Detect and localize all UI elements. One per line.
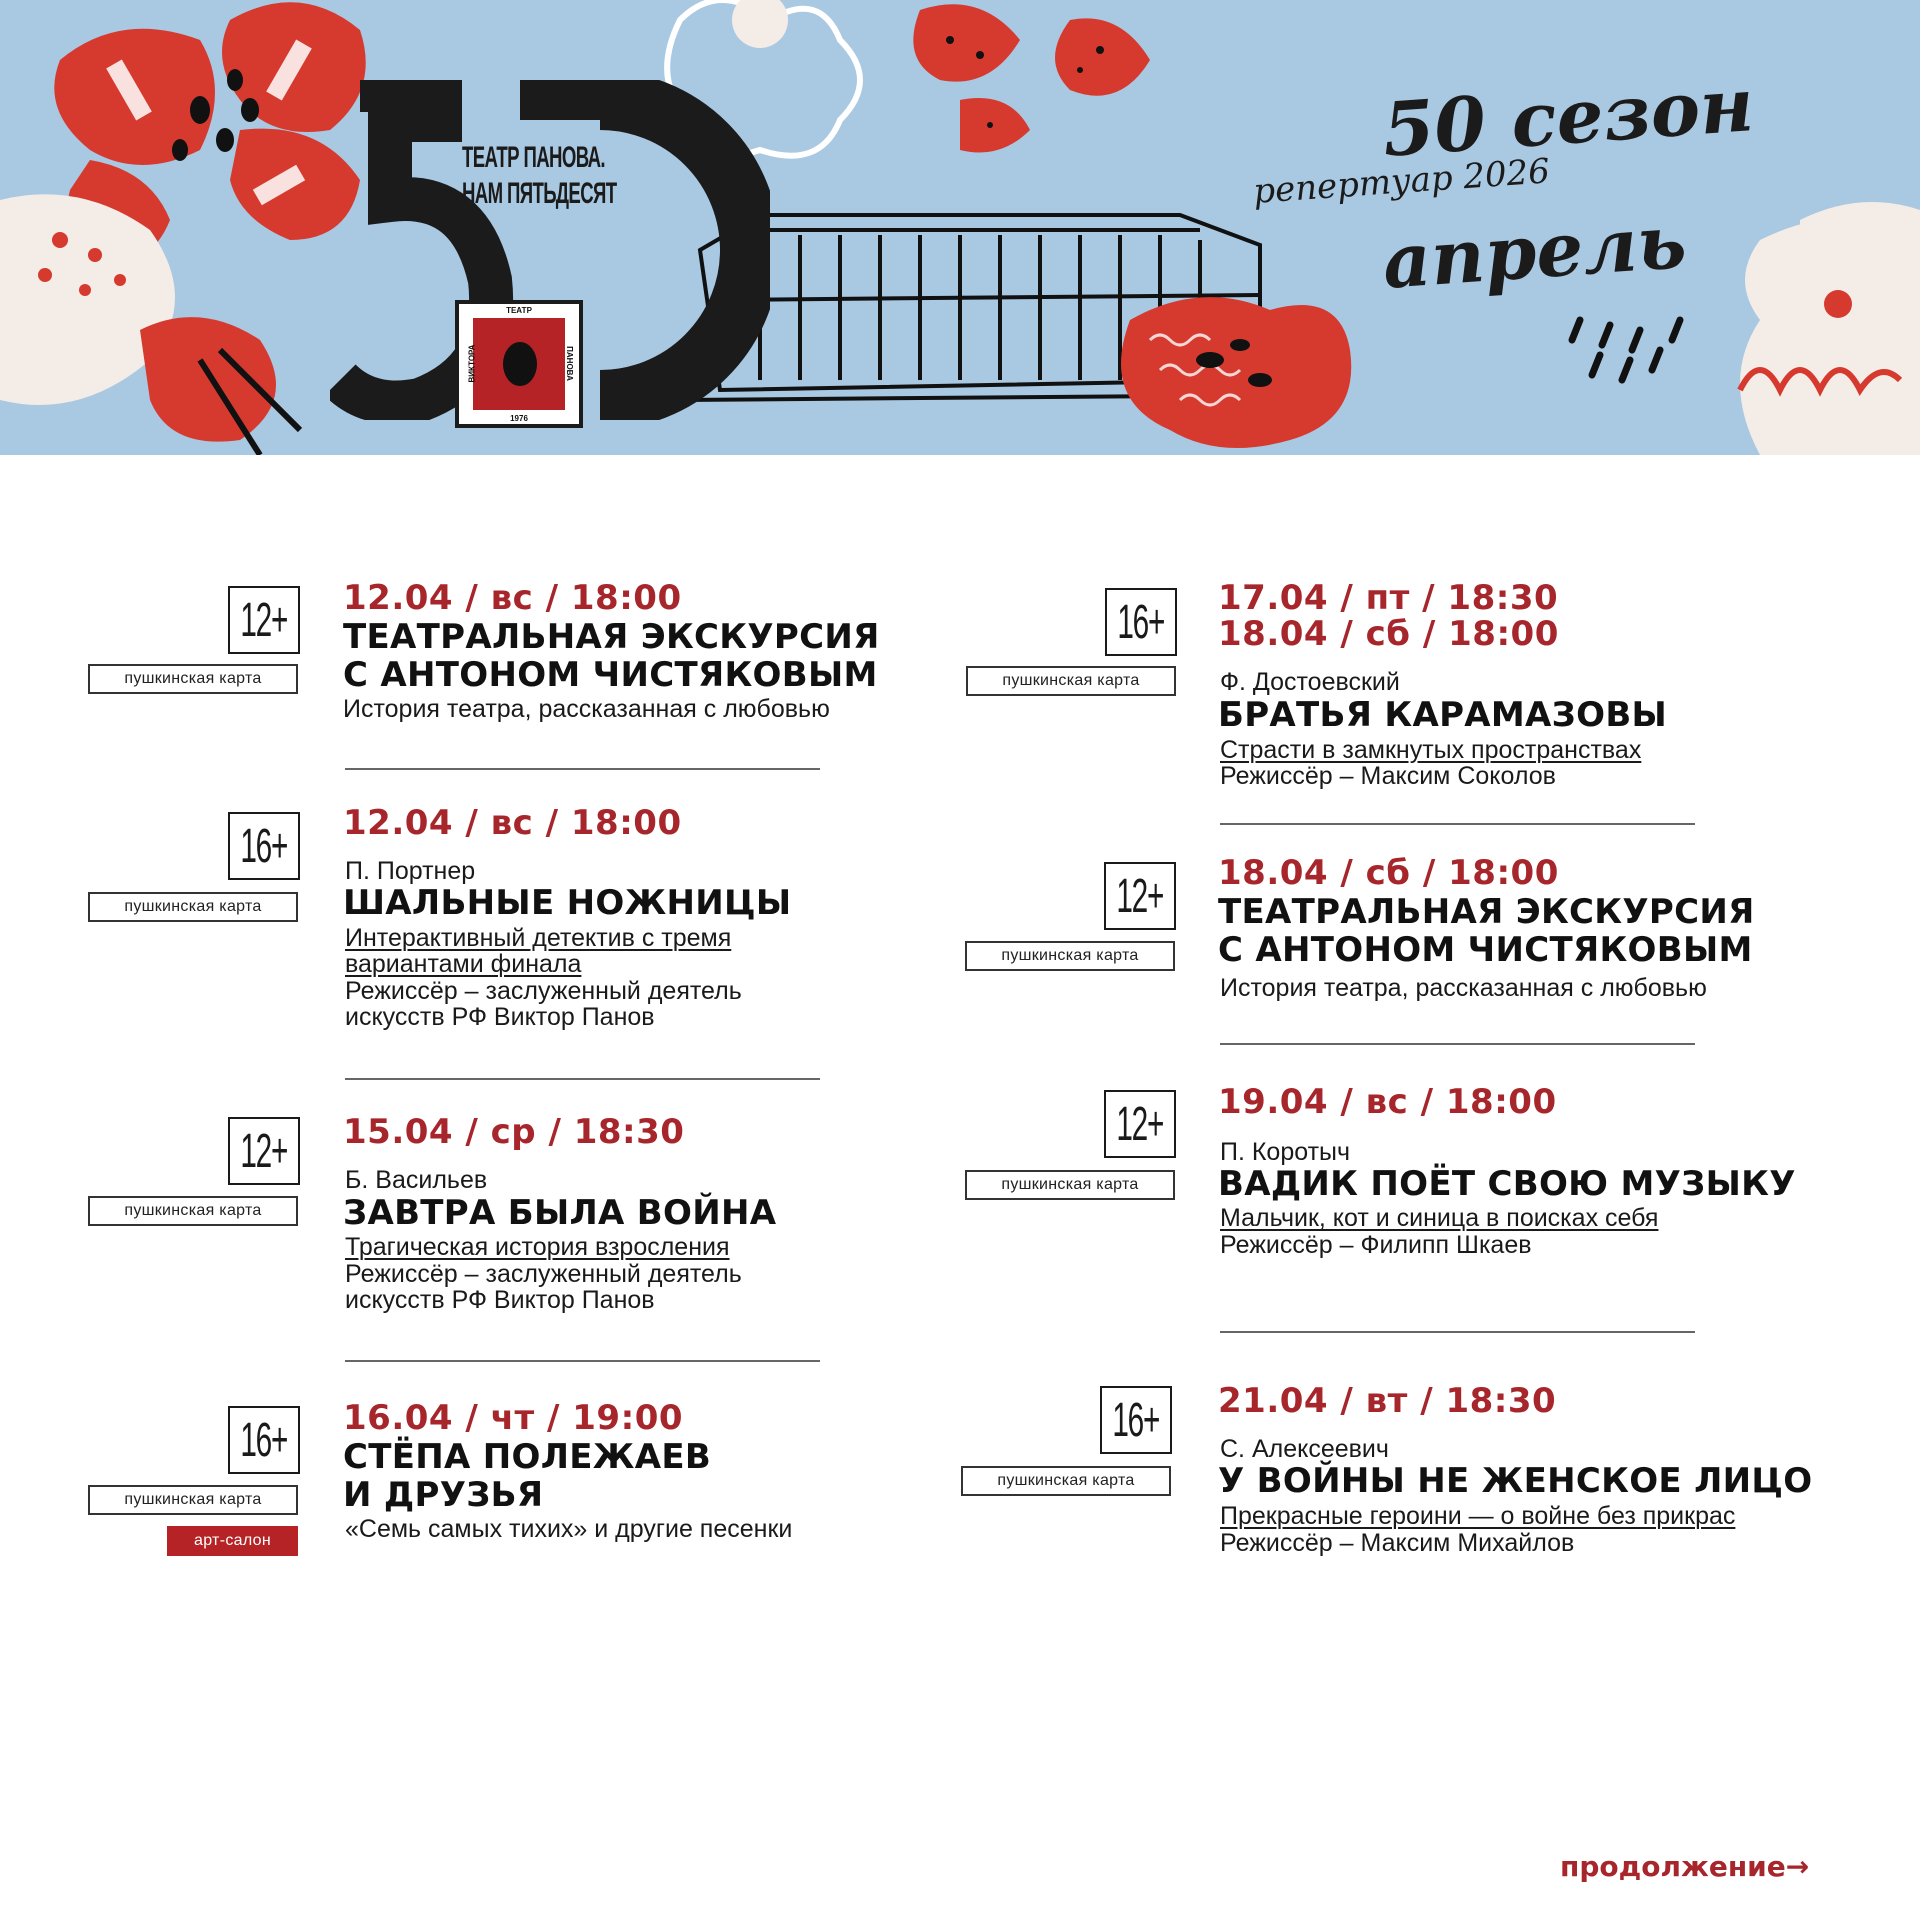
age-rating-badge: 16+ — [1100, 1386, 1172, 1454]
event-author: П. Портнер — [345, 857, 476, 885]
event-director: Режиссёр – Максим Михайлов — [1220, 1529, 1575, 1557]
pushkin-card-badge: пушкинская карта — [88, 1485, 298, 1515]
event-date: 21.04 / вт / 18:30 — [1218, 1381, 1557, 1421]
event-director: Режиссёр – Максим Соколов — [1220, 762, 1556, 790]
header-banner — [0, 0, 1920, 455]
event-author: С. Алексеевич — [1220, 1435, 1389, 1463]
event-director: Режиссёр – Филипп Шкаев — [1220, 1231, 1532, 1259]
theatre-logo — [455, 300, 583, 428]
divider — [345, 1078, 820, 1080]
event-title: И ДРУЗЬЯ — [343, 1475, 544, 1515]
pushkin-card-badge: пушкинская карта — [966, 666, 1176, 696]
event-title: С АНТОНОМ ЧИСТЯКОВЫМ — [1218, 930, 1753, 970]
event-title: С АНТОНОМ ЧИСТЯКОВЫМ — [343, 655, 878, 695]
event-title: БРАТЬЯ КАРАМАЗОВЫ — [1218, 695, 1668, 735]
event-date: 12.04 / вс / 18:00 — [343, 803, 682, 843]
event-date: 17.04 / пт / 18:30 — [1218, 578, 1559, 618]
event-date: 12.04 / вс / 18:00 — [343, 578, 682, 618]
event-date: 18.04 / сб / 18:00 — [1218, 853, 1559, 893]
pushkin-card-badge: пушкинская карта — [88, 892, 298, 922]
age-rating-badge: 12+ — [1104, 1090, 1176, 1158]
season-title: 50 сезон — [1380, 62, 1757, 174]
event-date: 16.04 / чт / 19:00 — [343, 1398, 684, 1438]
pushkin-card-badge: пушкинская карта — [961, 1466, 1171, 1496]
age-rating-badge: 12+ — [228, 1117, 300, 1185]
event-author: Б. Васильев — [345, 1166, 488, 1194]
month-title: апрель — [1380, 198, 1689, 306]
logo-year-text: 1976 — [510, 414, 528, 423]
event-subtitle: Интерактивный детектив с тремя — [345, 924, 732, 952]
event-director: искусств РФ Виктор Панов — [345, 1286, 655, 1314]
theatre-caption — [462, 140, 617, 212]
event-date: 19.04 / вс / 18:00 — [1218, 1082, 1557, 1122]
divider — [345, 1360, 820, 1362]
event-subtitle: Прекрасные героини — о войне без прикрас — [1220, 1502, 1736, 1530]
event-subtitle: Мальчик, кот и синица в поисках себя — [1220, 1204, 1659, 1232]
event-title: СТЁПА ПОЛЕЖАЕВ — [343, 1437, 712, 1477]
event-subtitle: История театра, рассказанная с любовью — [343, 695, 830, 723]
event-title: ШАЛЬНЫЕ НОЖНИЦЫ — [343, 883, 792, 923]
event-date: 18.04 / сб / 18:00 — [1218, 614, 1559, 654]
theatre-caption-line2: НАМ ПЯТЬДЕСЯТ — [462, 177, 617, 210]
event-author: П. Коротыч — [1220, 1138, 1351, 1166]
divider — [1220, 823, 1695, 825]
logo-left-text: ВИКТОРА — [467, 344, 477, 383]
age-rating-badge: 16+ — [228, 812, 300, 880]
logo-right-text: ПАНОВА — [565, 346, 575, 381]
pushkin-card-badge: пушкинская карта — [965, 1170, 1175, 1200]
age-rating-badge: 12+ — [228, 586, 300, 654]
event-date: 15.04 / ср / 18:30 — [343, 1112, 685, 1152]
event-subtitle: Страсти в замкнутых пространствах — [1220, 736, 1642, 764]
age-rating-badge: 16+ — [1105, 588, 1177, 656]
logo-oval-icon — [503, 342, 537, 386]
theatre-caption-line1: ТЕАТР ПАНОВА. — [462, 141, 605, 174]
event-subtitle: История театра, рассказанная с любовью — [1220, 974, 1707, 1002]
divider — [345, 768, 820, 770]
logo-red-square — [473, 318, 565, 410]
event-subtitle: Трагическая история взросления — [345, 1233, 730, 1261]
age-rating-badge: 16+ — [228, 1406, 300, 1474]
divider — [1220, 1043, 1695, 1045]
event-title: У ВОЙНЫ НЕ ЖЕНСКОЕ ЛИЦО — [1218, 1461, 1813, 1501]
event-title: ЗАВТРА БЫЛА ВОЙНА — [343, 1193, 777, 1233]
pushkin-card-badge: пушкинская карта — [965, 941, 1175, 971]
age-rating-badge: 12+ — [1104, 862, 1176, 930]
continue-link[interactable]: продолжение→ — [1560, 1850, 1810, 1883]
event-title: ТЕАТРАЛЬНАЯ ЭКСКУРСИЯ — [1218, 892, 1755, 932]
repertoire-subtitle: репертуар 2026 — [1252, 151, 1552, 212]
event-title: ВАДИК ПОЁТ СВОЮ МУЗЫКУ — [1218, 1164, 1796, 1204]
pushkin-card-badge: пушкинская карта — [88, 1196, 298, 1226]
event-director: искусств РФ Виктор Панов — [345, 1003, 655, 1031]
event-author: Ф. Достоевский — [1220, 668, 1400, 696]
event-director: Режиссёр – заслуженный деятель — [345, 977, 742, 1005]
event-subtitle: «Семь самых тихих» и другие песенки — [345, 1515, 793, 1543]
event-director: Режиссёр – заслуженный деятель — [345, 1260, 742, 1288]
divider — [1220, 1331, 1695, 1333]
pushkin-card-badge: пушкинская карта — [88, 664, 298, 694]
art-salon-badge: арт-салон — [167, 1526, 298, 1556]
event-subtitle: вариантами финала — [345, 950, 582, 978]
event-title: ТЕАТРАЛЬНАЯ ЭКСКУРСИЯ — [343, 617, 880, 657]
logo-top-text: ТЕАТР — [506, 306, 532, 315]
